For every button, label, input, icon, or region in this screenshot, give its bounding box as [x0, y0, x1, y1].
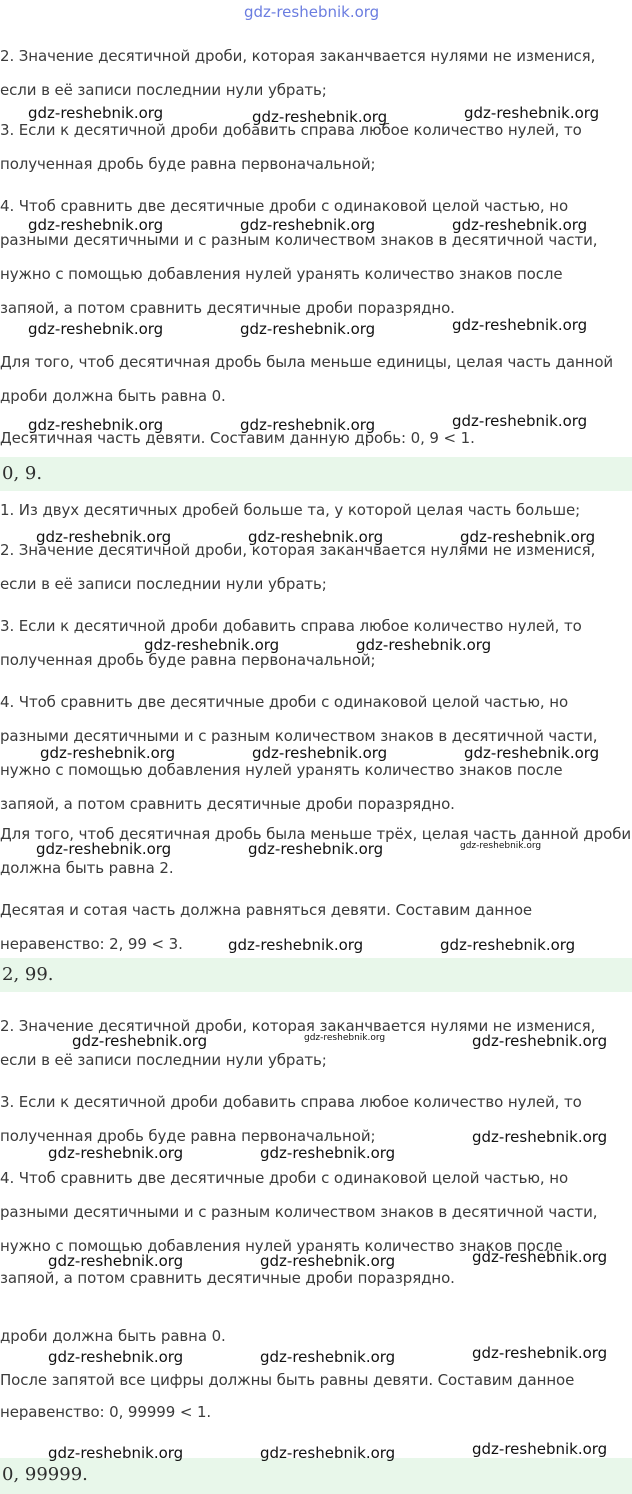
watermark: gdz-reshebnik.org	[356, 636, 492, 654]
watermark: gdz-reshebnik.org	[440, 936, 576, 954]
text-line: полученная дробь буде равна первоначальной;	[0, 1127, 376, 1145]
text-line: 2. Значение десятичной дроби, которая заканчвается нулями не изменися,	[0, 541, 596, 559]
watermark-top: gdz-reshebnik.org	[244, 3, 380, 21]
text-line: если в её записи последнии нули убрать;	[0, 81, 327, 99]
watermark: gdz-reshebnik.org	[472, 1248, 608, 1266]
text-line: Для того, чтоб десятичная дробь была меньше единицы, целая часть данной	[0, 353, 614, 371]
watermark: gdz-reshebnik.org	[48, 1252, 184, 1270]
watermark: gdz-reshebnik.org	[240, 216, 376, 234]
watermark: gdz-reshebnik.org	[452, 412, 588, 430]
watermark-small: gdz-reshebnik.org	[460, 841, 542, 851]
watermark: gdz-reshebnik.org	[472, 1344, 608, 1362]
text-line: 2. Значение десятичной дроби, которая заканчвается нулями не изменися,	[0, 1017, 596, 1035]
watermark: gdz-reshebnik.org	[28, 416, 164, 434]
answer-box	[0, 457, 632, 491]
watermark: gdz-reshebnik.org	[452, 316, 588, 334]
text-line: разными десятичными и с разным количеством знаков в десятичной части,	[0, 231, 598, 249]
watermark: gdz-reshebnik.org	[72, 1032, 208, 1050]
watermark: gdz-reshebnik.org	[28, 216, 164, 234]
watermark: gdz-reshebnik.org	[260, 1144, 396, 1162]
watermark: gdz-reshebnik.org	[472, 1128, 608, 1146]
text-line: нужно с помощью добавления нулей уранять количество знаков после	[0, 265, 563, 283]
watermark: gdz-reshebnik.org	[48, 1444, 184, 1462]
watermark: gdz-reshebnik.org	[452, 216, 588, 234]
text-line: нужно с помощью добавления нулей уранять количество знаков после	[0, 761, 563, 779]
text-line: Для того, чтоб десятичная дробь была меньше трёх, целая часть данной дроби	[0, 825, 631, 843]
answer-box	[0, 958, 632, 992]
watermark: gdz-reshebnik.org	[472, 1032, 608, 1050]
watermark: gdz-reshebnik.org	[28, 104, 164, 122]
watermark: gdz-reshebnik.org	[464, 744, 600, 762]
text-line: полученная дробь буде равна первоначальной;	[0, 651, 376, 669]
answer-box	[0, 1458, 632, 1494]
text-line: если в её записи последнии нули убрать;	[0, 575, 327, 593]
text-line: разными десятичными и с разным количеством знаков в десятичной части,	[0, 1203, 598, 1221]
text-line: 4. Чтоб сравнить две десятичные дроби с одинаковой целой частью, но	[0, 1169, 569, 1187]
text-line: 4. Чтоб сравнить две десятичные дроби с одинаковой целой частью, но	[0, 693, 569, 711]
watermark: gdz-reshebnik.org	[36, 528, 172, 546]
watermark: gdz-reshebnik.org	[464, 104, 600, 122]
watermark: gdz-reshebnik.org	[240, 416, 376, 434]
text-line: Десятичная часть девяти. Составим данную дробь: 0, 9 < 1.	[0, 429, 475, 447]
watermark: gdz-reshebnik.org	[144, 636, 280, 654]
watermark: gdz-reshebnik.org	[40, 744, 176, 762]
answer-text: 2, 99.	[2, 964, 54, 985]
watermark: gdz-reshebnik.org	[252, 108, 388, 126]
watermark: gdz-reshebnik.org	[248, 528, 384, 546]
text-line: дроби должна быть равна 0.	[0, 387, 226, 405]
watermark: gdz-reshebnik.org	[260, 1348, 396, 1366]
watermark: gdz-reshebnik.org	[252, 744, 388, 762]
text-line: 3. Если к десятичной дроби добавить справа любое количество нулей, то	[0, 617, 582, 635]
text-line: 2. Значение десятичной дроби, которая заканчвается нулями не изменися,	[0, 47, 596, 65]
text-line: запяой, а потом сравнить десятичные дроби поразрядно.	[0, 795, 455, 813]
text-line: неравенство: 2, 99 < 3.	[0, 935, 183, 953]
text-line: полученная дробь буде равна первоначальной;	[0, 155, 376, 173]
watermark: gdz-reshebnik.org	[48, 1144, 184, 1162]
watermark: gdz-reshebnik.org	[36, 840, 172, 858]
text-line: После запятой все цифры должны быть равны девяти. Составим данное	[0, 1371, 575, 1389]
text-line: разными десятичными и с разным количеством знаков в десятичной части,	[0, 727, 598, 745]
watermark: gdz-reshebnik.org	[460, 528, 596, 546]
watermark: gdz-reshebnik.org	[260, 1444, 396, 1462]
text-line: 4. Чтоб сравнить две десятичные дроби с одинаковой целой частью, но	[0, 197, 569, 215]
text-line: 1. Из двух десятичных дробей больше та, у которой целая часть больше;	[0, 501, 581, 519]
watermark: gdz-reshebnik.org	[260, 1252, 396, 1270]
text-line: 3. Если к десятичной дроби добавить справа любое количество нулей, то	[0, 1093, 582, 1111]
text-line: дроби должна быть равна 0.	[0, 1327, 226, 1345]
watermark: gdz-reshebnik.org	[240, 320, 376, 338]
watermark: gdz-reshebnik.org	[472, 1440, 608, 1458]
text-line: 3. Если к десятичной дроби добавить справа любое количество нулей, то	[0, 121, 582, 139]
watermark: gdz-reshebnik.org	[28, 320, 164, 338]
text-line: нужно с помощью добавления нулей уранять количество знаков после	[0, 1237, 563, 1255]
watermark: gdz-reshebnik.org	[248, 840, 384, 858]
text-line: запяой, а потом сравнить десятичные дроби поразрядно.	[0, 299, 455, 317]
text-line: запяой, а потом сравнить десятичные дроби поразрядно.	[0, 1269, 455, 1287]
text-line: неравенство: 0, 99999 < 1.	[0, 1403, 212, 1421]
watermark-small: gdz-reshebnik.org	[304, 1033, 386, 1043]
text-line: если в её записи последнии нули убрать;	[0, 1051, 327, 1069]
answer-text: 0, 99999.	[2, 1464, 88, 1485]
text-line: Десятая и сотая часть должна равняться девяти. Составим данное	[0, 901, 533, 919]
text-line: должна быть равна 2.	[0, 859, 174, 877]
answer-text: 0, 9.	[2, 463, 43, 484]
watermark: gdz-reshebnik.org	[228, 936, 364, 954]
watermark: gdz-reshebnik.org	[48, 1348, 184, 1366]
